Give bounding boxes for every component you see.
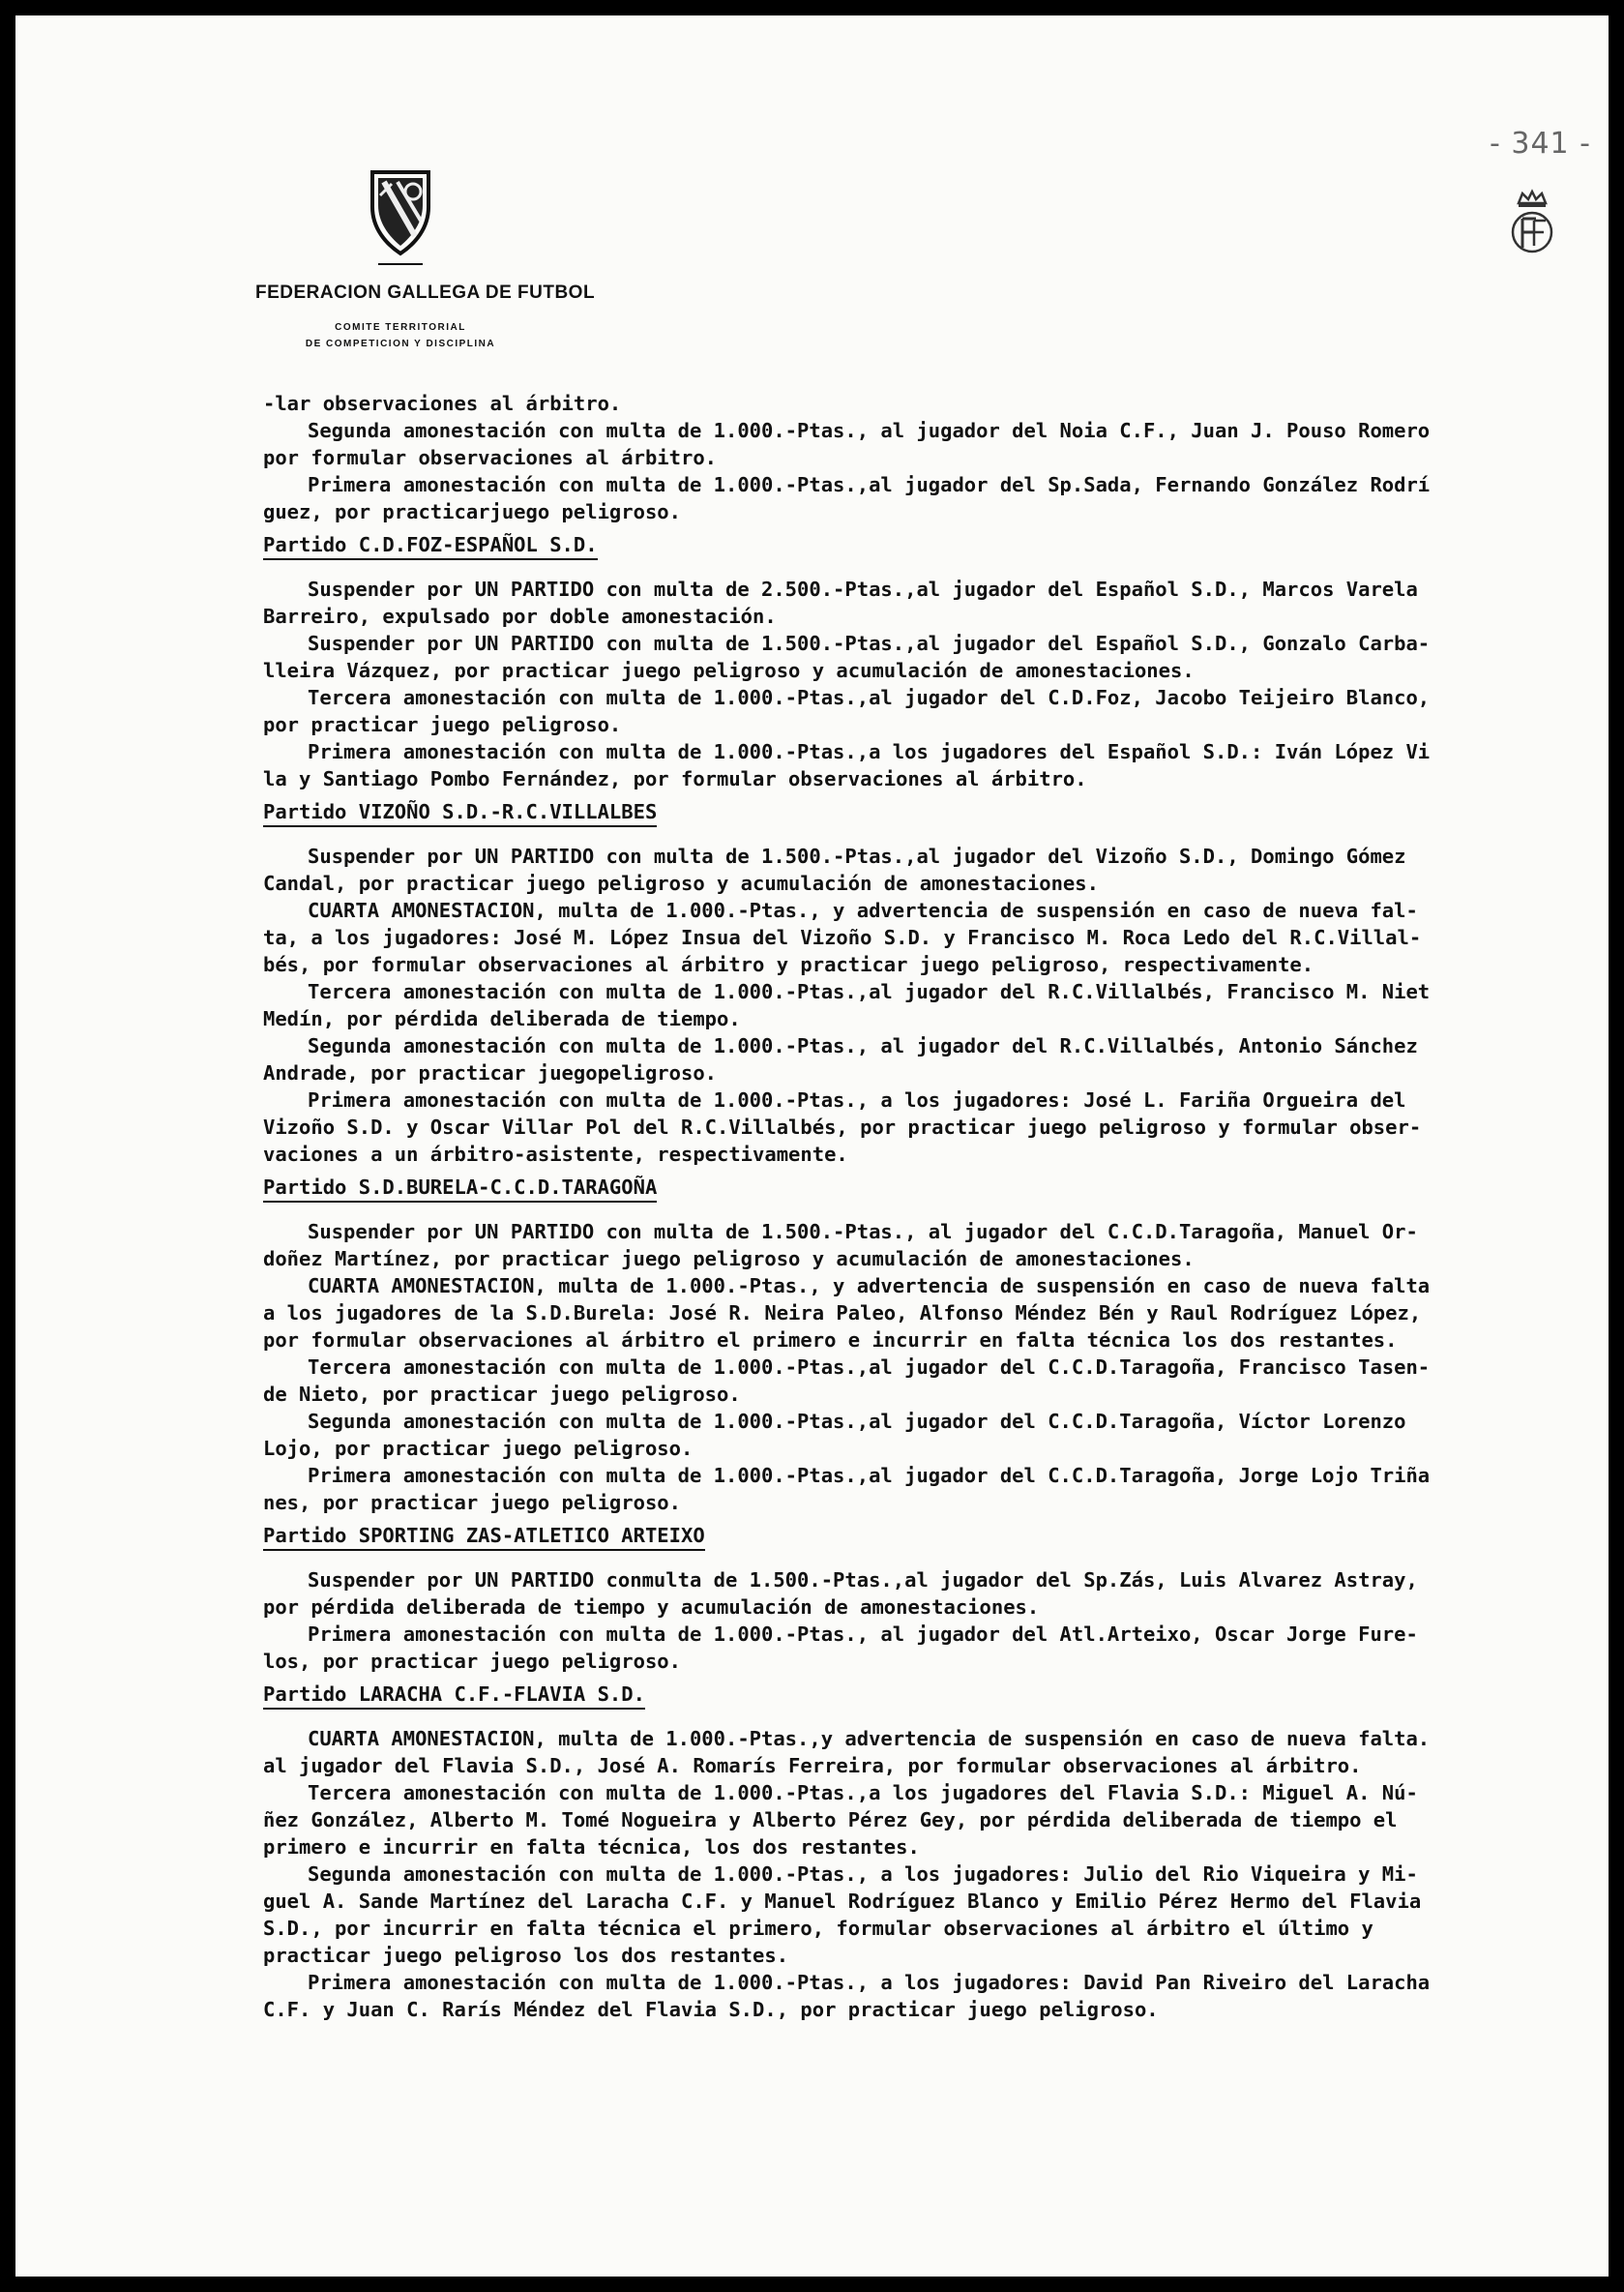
match-heading-row xyxy=(263,1168,1609,1218)
match-section xyxy=(263,1168,1609,1516)
match-heading-row xyxy=(263,525,1609,576)
text-line: Segunda amonestación con multa de 1.000.-Ptas., al jugador del R.C.Villalbés, Antonio Sánchez xyxy=(308,1034,1418,1057)
text-line: Lojo, por practicar juego peligroso. xyxy=(263,1437,694,1460)
rfef-crown-emblem-icon xyxy=(1505,188,1559,265)
match-heading: Partido LARACHA C.F.-FLAVIA S.D. xyxy=(263,1681,645,1710)
text-line: Candal, por practicar juego peligroso y acumulación de amonestaciones. xyxy=(263,872,1099,895)
match-heading: Partido C.D.FOZ-ESPAÑOL S.D. xyxy=(263,531,598,560)
match-heading: Partido S.D.BURELA-C.C.D.TARAGOÑA xyxy=(263,1174,657,1203)
text-line: Barreiro, expulsado por doble amonestación. xyxy=(263,605,777,628)
text-line: Segunda amonestación con multa de 1.000.-Ptas.,al jugador del C.C.D.Taragoña, Víctor Lorenzo xyxy=(308,1410,1406,1433)
match-section xyxy=(263,1675,1609,2023)
committee-line-2: DE COMPETICION Y DISCIPLINA xyxy=(305,339,496,349)
shield-logo-icon xyxy=(369,168,432,257)
document-page xyxy=(15,15,1609,2277)
text-line: por formular observaciones al árbitro. xyxy=(263,446,717,469)
text-line: S.D., por incurrir en falta técnica el primero, formular observaciones al árbitro el último y xyxy=(263,1917,1373,1940)
text-line: Suspender por UN PARTIDO conmulta de 1.500.-Ptas.,al jugador del Sp.Zás, Luis Alvarez Astray, xyxy=(308,1568,1418,1592)
text-line: primero e incurrir en falta técnica, los dos restantes. xyxy=(263,1835,920,1859)
text-line: Tercera amonestación con multa de 1.000.-Ptas.,a los jugadores del Flavia S.D.: Miguel A. Nú- xyxy=(308,1781,1418,1804)
text-line: Primera amonestación con multa de 1.000.-Ptas.,al jugador del C.C.D.Taragoña, Jorge Lojo Triña xyxy=(308,1464,1431,1487)
match-heading-row xyxy=(263,1675,1609,1725)
text-line: Primera amonestación con multa de 1.000.-Ptas.,a los jugadores del Español S.D.: Iván López Vi xyxy=(308,740,1431,763)
text-line: Andrade, por practicar juegopeligroso. xyxy=(263,1061,717,1085)
text-line: Primera amonestación con multa de 1.000.-Ptas., al jugador del Atl.Arteixo, Oscar Jorge Fure- xyxy=(308,1622,1418,1646)
text-line: Vizoño S.D. y Oscar Villar Pol del R.C.Villalbés, por practicar juego peligroso y formular obser- xyxy=(263,1116,1422,1139)
page-number: - 341 - xyxy=(1490,127,1591,161)
text-line: Primera amonestación con multa de 1.000.-Ptas.,al jugador del Sp.Sada, Fernando González Rodrí xyxy=(308,473,1431,496)
text-line: Tercera amonestación con multa de 1.000.-Ptas.,al jugador del C.D.Foz, Jacobo Teijeiro Blanco, xyxy=(308,686,1431,709)
match-section xyxy=(263,792,1609,1168)
text-line: Segunda amonestación con multa de 1.000.-Ptas., al jugador del Noia C.F., Juan J. Pouso Romero xyxy=(308,419,1431,442)
match-heading-row xyxy=(263,792,1609,843)
text-line: Primera amonestación con multa de 1.000.-Ptas., a los jugadores: José L. Fariña Orgueira del xyxy=(308,1088,1406,1112)
text-line: lleira Vázquez, por practicar juego peligroso y acumulación de amonestaciones. xyxy=(263,659,1195,682)
text-line: bés, por formular observaciones al árbitro y practicar juego peligroso, respectivamente. xyxy=(263,953,1314,976)
text-line: de Nieto, por practicar juego peligroso. xyxy=(263,1383,741,1406)
text-line: Segunda amonestación con multa de 1.000.-Ptas., a los jugadores: Julio del Rio Viqueira y Mi- xyxy=(308,1862,1418,1886)
text-line: ta, a los jugadores: José M. López Insua del Vizoño S.D. y Francisco M. Roca Ledo del R.C.Villal- xyxy=(263,926,1422,949)
text-line: -lar observaciones al árbitro. xyxy=(263,392,622,415)
text-line: Suspender por UN PARTIDO con multa de 2.500.-Ptas.,al jugador del Español S.D., Marcos Varela xyxy=(308,578,1418,601)
text-line: a los jugadores de la S.D.Burela: José R. Neira Paleo, Alfonso Méndez Bén y Raul Rodríguez López, xyxy=(263,1301,1422,1325)
text-line: guel A. Sande Martínez del Laracha C.F. y Manuel Rodríguez Blanco y Emilio Pérez Hermo del Flavia xyxy=(263,1890,1422,1913)
text-line: Tercera amonestación con multa de 1.000.-Ptas.,al jugador del R.C.Villalbés, Francisco M. Niet xyxy=(308,980,1431,1003)
text-line: Medín, por pérdida deliberada de tiempo. xyxy=(263,1007,741,1030)
committee-name xyxy=(255,319,546,352)
match-section xyxy=(263,1516,1609,1675)
text-line: Suspender por UN PARTIDO con multa de 1.500.-Ptas.,al jugador del Vizoño S.D., Domingo Gómez xyxy=(308,845,1406,868)
text-line: CUARTA AMONESTACION, multa de 1.000.-Ptas., y advertencia de suspensión en caso de nueva falta xyxy=(308,1274,1431,1297)
text-line: la y Santiago Pombo Fernández, por formular observaciones al árbitro. xyxy=(263,767,1087,790)
match-heading: Partido SPORTING ZAS-ATLETICO ARTEIXO xyxy=(263,1522,705,1551)
logo-underline xyxy=(378,263,423,265)
text-line: por practicar juego peligroso. xyxy=(263,713,622,736)
text-line: Tercera amonestación con multa de 1.000.-Ptas.,al jugador del C.C.D.Taragoña, Francisco Tasen- xyxy=(308,1355,1431,1379)
text-line: CUARTA AMONESTACION, multa de 1.000.-Ptas., y advertencia de suspensión en caso de nueva fal- xyxy=(308,899,1418,922)
text-line: los, por practicar juego peligroso. xyxy=(263,1650,681,1673)
text-line: practicar juego peligroso los dos restantes. xyxy=(263,1944,789,1967)
text-line: CUARTA AMONESTACION, multa de 1.000.-Ptas.,y advertencia de suspensión en caso de nueva falta. xyxy=(308,1727,1431,1750)
text-line: Primera amonestación con multa de 1.000.-Ptas., a los jugadores: David Pan Riveiro del Laracha xyxy=(308,1971,1431,1994)
text-line: por pérdida deliberada de tiempo y acumulación de amonestaciones. xyxy=(263,1595,1040,1619)
text-line: guez, por practicarjuego peligroso. xyxy=(263,500,681,523)
match-heading-row xyxy=(263,1516,1609,1566)
match-section xyxy=(263,525,1609,792)
text-line: por formular observaciones al árbitro el primero e incurrir en falta técnica los dos restantes. xyxy=(263,1328,1398,1352)
text-line: C.F. y Juan C. Rarís Méndez del Flavia S.D., por practicar juego peligroso. xyxy=(263,1998,1159,2021)
document-body xyxy=(263,390,1609,2023)
committee-line-1: COMITE TERRITORIAL xyxy=(335,322,466,333)
text-line: al jugador del Flavia S.D., José A. Romarís Ferreira, por formular observaciones al árbitro. xyxy=(263,1754,1362,1777)
federation-name: FEDERACION GALLEGA DE FUTBOL xyxy=(255,283,596,303)
text-line: ñez González, Alberto M. Tomé Nogueira y Alberto Pérez Gey, por pérdida deliberada de tiempo el xyxy=(263,1808,1398,1831)
text-line: Suspender por UN PARTIDO con multa de 1.500.-Ptas.,al jugador del Español S.D., Gonzalo Carba- xyxy=(308,632,1431,655)
text-line: nes, por practicar juego peligroso. xyxy=(263,1491,681,1514)
text-line: doñez Martínez, por practicar juego peligroso y acumulación de amonestaciones. xyxy=(263,1247,1195,1270)
text-line: Suspender por UN PARTIDO con multa de 1.500.-Ptas., al jugador del C.C.D.Taragoña, Manuel Or- xyxy=(308,1220,1418,1243)
letterhead xyxy=(255,168,596,352)
intro-paragraphs xyxy=(263,390,1609,525)
text-line: vaciones a un árbitro-asistente, respectivamente. xyxy=(263,1143,848,1166)
match-heading: Partido VIZOÑO S.D.-R.C.VILLALBES xyxy=(263,798,657,827)
